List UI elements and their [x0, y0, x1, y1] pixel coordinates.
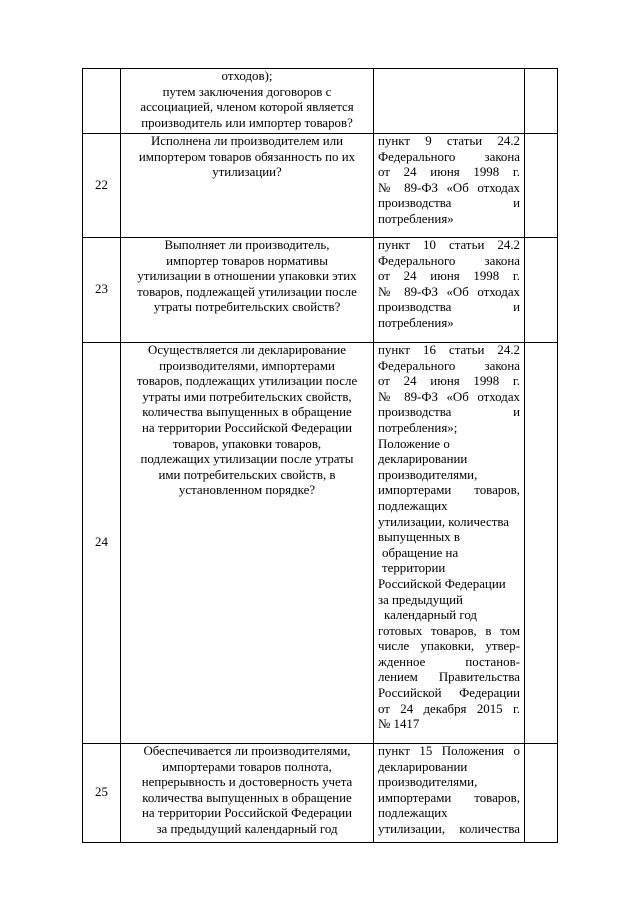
- table-row: [83, 69, 558, 134]
- question-cell: [121, 343, 374, 744]
- reference-line: № 89-ФЗ «Об отходах: [378, 180, 520, 195]
- reference-line: № 1417: [378, 717, 420, 732]
- extra-cell: [525, 69, 558, 134]
- question-line: утилизации?: [212, 165, 282, 180]
- reference-line: Российской Федерации: [378, 576, 506, 591]
- reference-line: импортерами товаров,: [378, 790, 520, 805]
- question-line: непрерывность и достоверность учета: [141, 775, 353, 790]
- question-line: количества выпущенных в обращение: [142, 790, 352, 805]
- reference-line: от 24 июня 1998 г.: [378, 165, 520, 180]
- reference-line: от 24 декабря 2015 г.: [378, 701, 520, 716]
- extra-cell: [525, 343, 558, 744]
- question-line: импортерами товаров полнота,: [162, 759, 332, 774]
- reference-line: подлежащих: [378, 806, 448, 821]
- reference-cell: [374, 343, 525, 744]
- table-row: [83, 744, 558, 843]
- reference-line: выпущенных в: [378, 530, 460, 545]
- reference-cell: [374, 238, 525, 343]
- extra-cell: [525, 238, 558, 343]
- question-line: ассоциацией, членом которой является: [140, 100, 354, 115]
- question-line: ими потребительских свойств, в: [158, 467, 336, 482]
- reference-line: № 89-ФЗ «Об отходах: [378, 389, 520, 404]
- row-number: 24: [83, 343, 121, 744]
- reference-cell: [374, 744, 525, 843]
- question-line: импортером товаров обязанность по их: [138, 149, 356, 164]
- question-line: производитель или импортер товаров?: [141, 115, 353, 130]
- reference-line: Федерального закона: [378, 149, 520, 164]
- reference-line: импортерами товаров,: [378, 483, 520, 498]
- reference-line: территории: [382, 561, 446, 576]
- question-line: путем заключения договоров с: [162, 84, 332, 99]
- reference-line: лением Правительства: [378, 670, 520, 685]
- reference-line: жденное постанов-: [378, 654, 520, 669]
- reference-line: производства и: [378, 300, 520, 315]
- reference-line: Федерального закона: [378, 253, 520, 268]
- reference-line: производства и: [378, 405, 520, 420]
- question-cell: [121, 69, 374, 134]
- question-line: за предыдущий календарный год: [156, 821, 338, 836]
- extra-cell: [525, 744, 558, 843]
- reference-line: пункт 9 статьи 24.2: [378, 134, 520, 148]
- question-cell: [121, 134, 374, 238]
- question-line: на территории Российской Федерации: [142, 420, 352, 435]
- reference-line: Положение о: [378, 436, 450, 451]
- question-line: утилизации в отношении упаковки этих: [137, 269, 357, 284]
- reference-line: обращение на: [382, 545, 459, 560]
- reference-line: за предыдущий: [378, 592, 463, 607]
- question-line: утраты ими потребительских свойств,: [142, 389, 352, 404]
- requirements-table: [82, 68, 558, 843]
- reference-cell: [374, 134, 525, 238]
- reference-line: подлежащих: [378, 498, 448, 513]
- question-line: Обеспечивается ли производителями,: [143, 744, 351, 758]
- reference-line: № 89-ФЗ «Об отходах: [378, 284, 520, 299]
- reference-line: утилизации, количества: [378, 514, 509, 529]
- question-cell: [121, 238, 374, 343]
- reference-line: декларировании: [378, 452, 468, 467]
- reference-line: потребления»: [378, 315, 454, 330]
- question-line: утраты потребительских свойств?: [153, 300, 341, 315]
- question-line: отходов);: [221, 69, 273, 83]
- reference-line: утилизации, количества: [378, 821, 520, 836]
- row-number: [83, 69, 121, 134]
- reference-line: готовых товаров, в том: [378, 623, 520, 638]
- reference-line: от 24 июня 1998 г.: [378, 269, 520, 284]
- reference-line: производства и: [378, 196, 520, 211]
- question-cell: [121, 744, 374, 843]
- reference-cell: [374, 69, 525, 134]
- question-line: подлежащих утилизации после утраты: [140, 452, 354, 467]
- reference-line: производителями,: [378, 775, 478, 790]
- row-number: 22: [83, 134, 121, 238]
- question-line: импортер товаров нормативы: [166, 253, 328, 268]
- table-row: [83, 238, 558, 343]
- reference-line: от 24 июня 1998 г.: [378, 374, 520, 389]
- row-number: 23: [83, 238, 121, 343]
- reference-line: производителями,: [378, 467, 478, 482]
- question-line: товаров, подлежащих утилизации после: [136, 374, 358, 389]
- reference-line: Российской Федерации: [378, 686, 520, 701]
- question-line: Исполнена ли производителем или: [150, 134, 344, 148]
- reference-line: числе упаковки, утвер-: [378, 639, 520, 654]
- question-line: количества выпущенных в обращение: [142, 405, 352, 420]
- reference-line: потребления»;: [378, 420, 458, 435]
- question-line: Осуществляется ли декларирование: [148, 343, 346, 357]
- table-row: [83, 134, 558, 238]
- reference-line: Федерального закона: [378, 358, 520, 373]
- question-line: товаров, упаковки товаров,: [172, 436, 322, 451]
- table-row: [83, 343, 558, 744]
- question-line: на территории Российской Федерации: [142, 806, 352, 821]
- question-line: установленном порядке?: [178, 483, 316, 498]
- extra-cell: [525, 134, 558, 238]
- row-number: 25: [83, 744, 121, 843]
- reference-line: календарный год: [384, 608, 477, 623]
- reference-line: пункт 16 статьи 24.2: [378, 343, 520, 357]
- reference-line: пункт 15 Положения о: [378, 744, 520, 758]
- question-line: производителями, импортерами: [159, 358, 335, 373]
- reference-line: декларировании: [378, 759, 468, 774]
- reference-line: пункт 10 статьи 24.2: [378, 238, 520, 252]
- question-line: Выполняет ли производитель,: [164, 238, 330, 252]
- question-line: товаров, подлежащей утилизации после: [137, 284, 357, 299]
- reference-line: потребления»: [378, 211, 454, 226]
